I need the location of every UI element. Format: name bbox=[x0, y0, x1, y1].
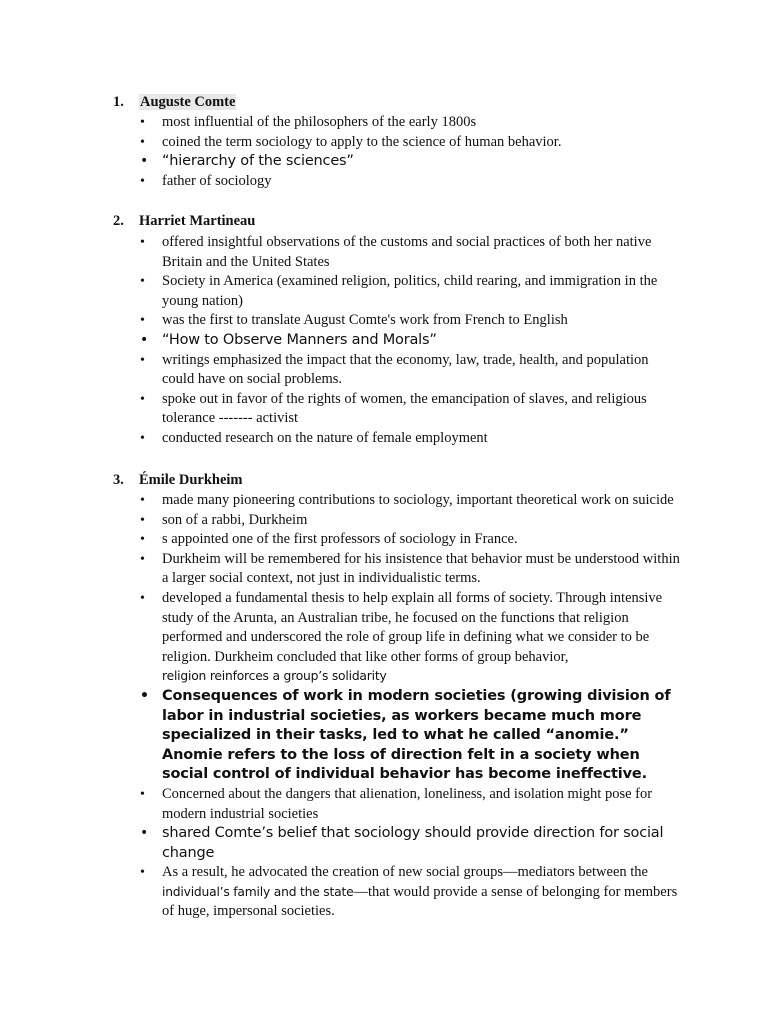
section-number: 1. bbox=[113, 94, 124, 110]
section-heading-martineau bbox=[113, 211, 255, 231]
list-item: • “How to Observe Manners and Morals” bbox=[0, 331, 768, 351]
list-item: • Society in America (examined religion, politics, child rearing, and immigration in the young nation) bbox=[0, 272, 768, 311]
list-item: • most influential of the philosophers of the early 1800s bbox=[0, 113, 768, 133]
bullet-list-martineau bbox=[0, 233, 768, 449]
section-heading-comte bbox=[113, 92, 236, 112]
list-item: • Consequences of work in modern societies (growing division of labor in industrial societies, as workers became much more specialized in their tasks, led to what he called “anomie.” Anomie refers to the loss of direction felt in a society when social control of individual behavior has become ineffective. bbox=[0, 687, 768, 785]
item-text: —that would provide a sense of belonging for members of huge, impersonal societies. bbox=[162, 883, 678, 920]
list-item: • Durkheim will be remembered for his insistence that behavior must be understood within a larger social context, not just in individualistic terms. bbox=[0, 550, 768, 589]
section-heading-durkheim bbox=[113, 470, 243, 490]
list-item bbox=[0, 589, 768, 687]
list-item: • conducted research on the nature of female employment bbox=[0, 429, 768, 449]
list-item bbox=[0, 863, 768, 922]
item-text: developed a fundamental thesis to help explain all forms of society. Through intensive study of the Arunta, an Australian tribe, he focused on the functions that religion performed and underscored the role of group life in defining what we consider to be religion. Durkheim concluded that like other forms of group behavior, bbox=[162, 589, 663, 665]
item-text: As a result, he advocated the creation of new social groups—mediators between the bbox=[162, 864, 648, 881]
list-item: • father of sociology bbox=[0, 172, 768, 192]
section-title: Émile Durkheim bbox=[139, 472, 243, 488]
list-item: • shared Comte’s belief that sociology should provide direction for social change bbox=[0, 824, 768, 863]
list-item: • s appointed one of the first professors of sociology in France. bbox=[0, 530, 768, 550]
bullet-list-comte bbox=[0, 113, 768, 191]
section-title: Auguste Comte bbox=[140, 94, 236, 110]
list-item: • spoke out in favor of the rights of women, the emancipation of slaves, and religious tolerance ------- activist bbox=[0, 390, 768, 429]
section-number: 3. bbox=[113, 472, 124, 488]
list-item: • son of a rabbi, Durkheim bbox=[0, 511, 768, 531]
section-title: Harriet Martineau bbox=[139, 213, 256, 229]
list-item: • was the first to translate August Comte's work from French to English bbox=[0, 311, 768, 331]
list-item: • writings emphasized the impact that the economy, law, trade, health, and population could have on social problems. bbox=[0, 351, 768, 390]
item-text-alt: individual’s family and the state bbox=[162, 884, 354, 899]
section-number: 2. bbox=[113, 213, 124, 229]
list-item: • Concerned about the dangers that alienation, loneliness, and isolation might pose for modern industrial societies bbox=[0, 785, 768, 824]
list-item: • coined the term sociology to apply to the science of human behavior. bbox=[0, 133, 768, 153]
list-item: • “hierarchy of the sciences” bbox=[0, 152, 768, 172]
list-item: • offered insightful observations of the customs and social practices of both her native Britain and the United States bbox=[0, 233, 768, 272]
bullet-list-durkheim bbox=[0, 491, 768, 922]
item-text-alt: religion reinforces a group’s solidarity bbox=[162, 669, 387, 684]
list-item: • made many pioneering contributions to sociology, important theoretical work on suicide bbox=[0, 491, 768, 511]
